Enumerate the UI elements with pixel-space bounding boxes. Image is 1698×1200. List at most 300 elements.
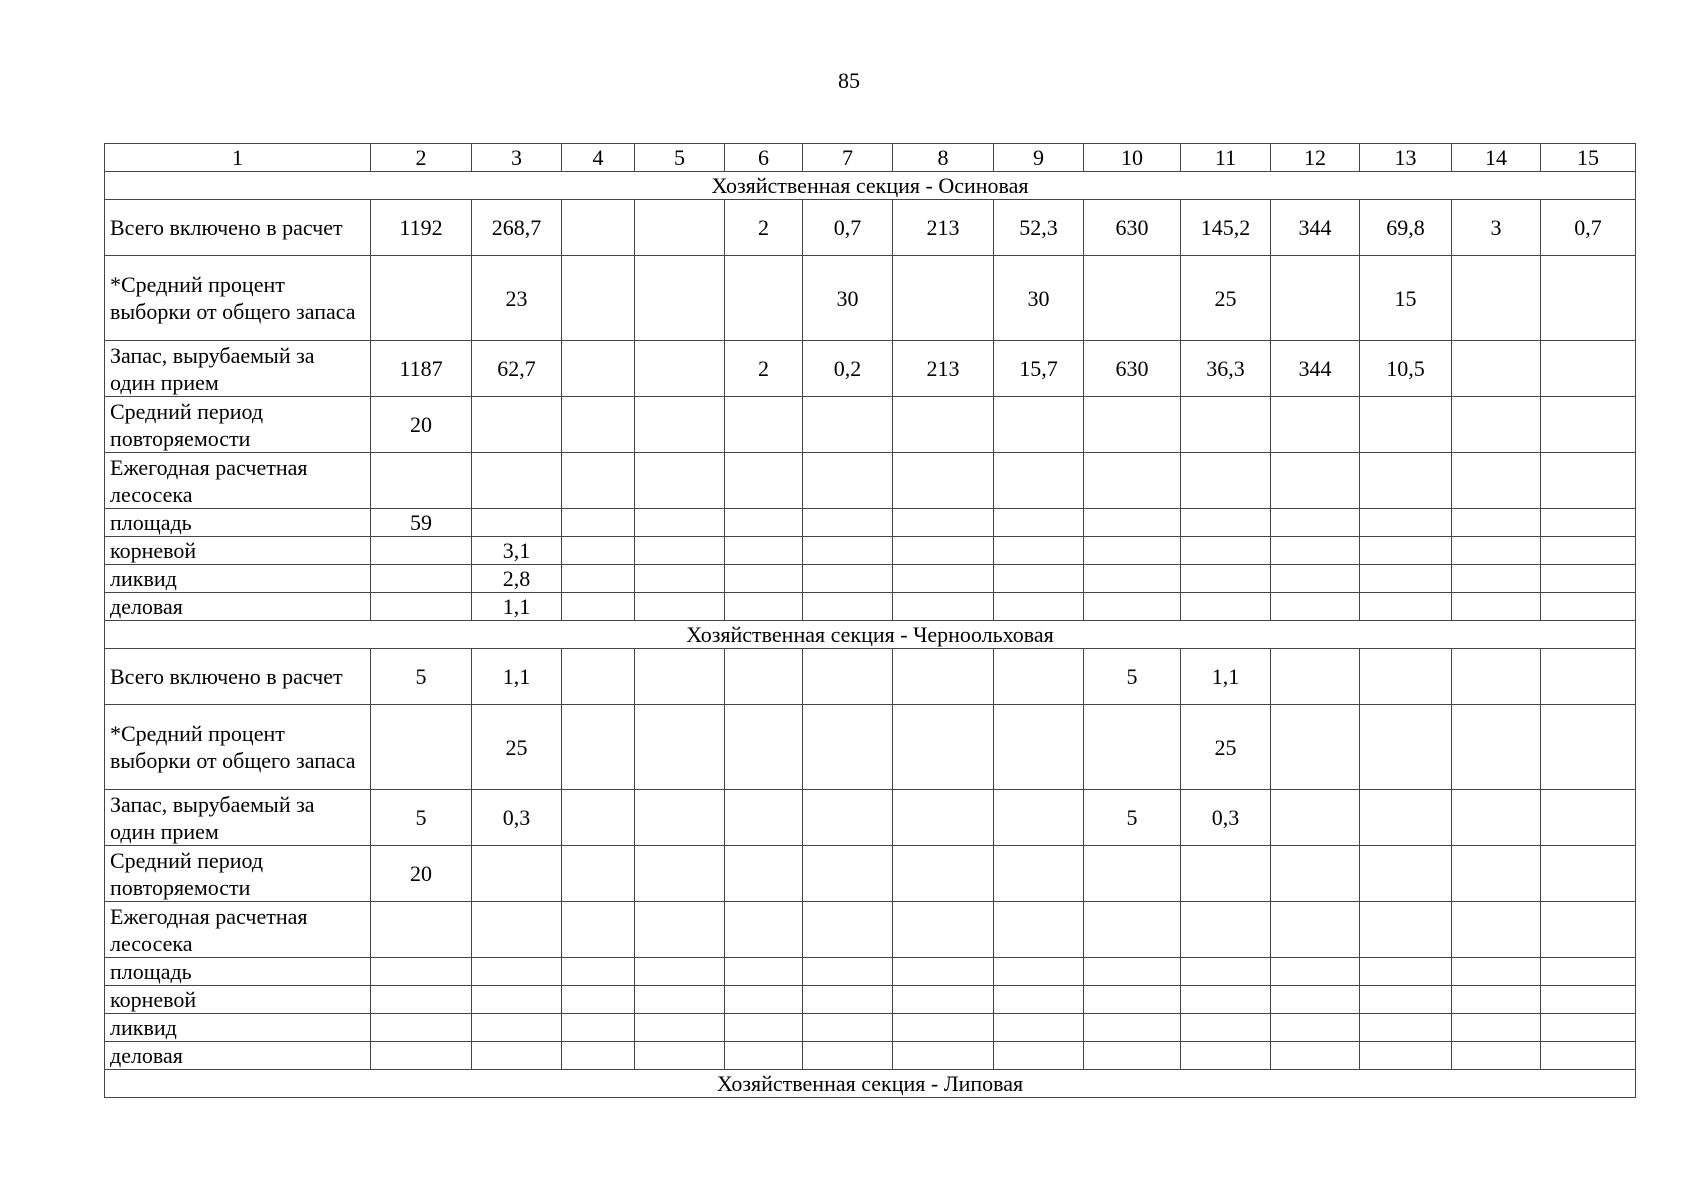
table-cell: [562, 958, 635, 986]
table-cell: [1181, 1014, 1271, 1042]
table-row: [105, 341, 1636, 397]
table-cell: [1360, 986, 1452, 1014]
table-cell: [803, 986, 893, 1014]
table-cell: [472, 846, 562, 902]
table-cell: [725, 986, 803, 1014]
table-cell: [1360, 565, 1452, 593]
table-cell: [1181, 565, 1271, 593]
table-cell: [994, 649, 1084, 705]
table-cell: [562, 200, 635, 256]
table-cell: [1360, 1014, 1452, 1042]
table-row: [105, 790, 1636, 846]
table-cell: [635, 986, 725, 1014]
table-cell: [562, 453, 635, 509]
table-cell: [994, 453, 1084, 509]
table-cell: [562, 846, 635, 902]
table-cell: [1360, 649, 1452, 705]
row-label: Всего включено в расчет: [105, 649, 371, 705]
table-cell: 1,1: [1181, 649, 1271, 705]
table-cell: 59: [371, 509, 472, 537]
table-cell: 3: [1452, 200, 1541, 256]
table-cell: [1541, 846, 1636, 902]
row-label: корневой: [105, 986, 371, 1014]
table-cell: [725, 509, 803, 537]
table-row: [105, 200, 1636, 256]
table-cell: [562, 790, 635, 846]
table-cell: [1452, 565, 1541, 593]
table-cell: [994, 846, 1084, 902]
table-cell: [1360, 537, 1452, 565]
table-cell: [1084, 986, 1181, 1014]
column-header-cell: 7: [803, 144, 893, 172]
table-cell: [1084, 256, 1181, 341]
table-cell: [562, 256, 635, 341]
table-cell: [803, 902, 893, 958]
table-cell: [803, 509, 893, 537]
column-number-header-row: [105, 144, 1636, 172]
table-cell: [1452, 958, 1541, 986]
table-cell: [803, 537, 893, 565]
table-cell: [1360, 958, 1452, 986]
table-cell: 630: [1084, 341, 1181, 397]
table-cell: [1541, 397, 1636, 453]
section-header-row: [105, 1070, 1636, 1098]
table-cell: [1360, 1042, 1452, 1070]
table-cell: [1271, 705, 1360, 790]
table-cell: [1360, 593, 1452, 621]
table-cell: [725, 565, 803, 593]
table-cell: 2: [725, 341, 803, 397]
table-cell: [1452, 1014, 1541, 1042]
table-cell: 0,7: [1541, 200, 1636, 256]
table-cell: 0,3: [1181, 790, 1271, 846]
table-cell: [472, 986, 562, 1014]
table-cell: [635, 1014, 725, 1042]
table-cell: [803, 705, 893, 790]
table-cell: [371, 1014, 472, 1042]
page-number: 85: [838, 68, 860, 93]
table-cell: [994, 397, 1084, 453]
table-cell: 268,7: [472, 200, 562, 256]
column-header-cell: 15: [1541, 144, 1636, 172]
table-cell: [1541, 341, 1636, 397]
table-cell: 20: [371, 397, 472, 453]
table-cell: [994, 537, 1084, 565]
table-cell: [635, 397, 725, 453]
table-cell: [803, 1042, 893, 1070]
table-cell: [1084, 902, 1181, 958]
table-cell: [562, 397, 635, 453]
table-cell: [635, 453, 725, 509]
section-header-row: [105, 172, 1636, 200]
table-cell: [1084, 1014, 1181, 1042]
table-cell: 30: [803, 256, 893, 341]
table-cell: [1084, 537, 1181, 565]
table-cell: [725, 256, 803, 341]
table-cell: [994, 958, 1084, 986]
table-cell: [472, 958, 562, 986]
table-cell: [1541, 902, 1636, 958]
table-cell: [562, 986, 635, 1014]
table-row: [105, 649, 1636, 705]
table-cell: [472, 509, 562, 537]
table-cell: [1181, 1042, 1271, 1070]
table-cell: 630: [1084, 200, 1181, 256]
table-cell: [994, 902, 1084, 958]
table-cell: [1541, 537, 1636, 565]
table-cell: [1452, 1042, 1541, 1070]
table-row: [105, 509, 1636, 537]
table-cell: [1452, 453, 1541, 509]
table-cell: [635, 200, 725, 256]
table-cell: [562, 537, 635, 565]
table-cell: 213: [893, 200, 994, 256]
table-cell: [1271, 256, 1360, 341]
table-cell: [1181, 593, 1271, 621]
table-cell: [1271, 453, 1360, 509]
table-cell: [1452, 537, 1541, 565]
table-cell: [893, 256, 994, 341]
table-cell: [1271, 509, 1360, 537]
table-cell: [1541, 453, 1636, 509]
table-cell: [1084, 705, 1181, 790]
table-cell: [893, 649, 994, 705]
table-cell: [1452, 705, 1541, 790]
table-cell: [893, 846, 994, 902]
table-cell: [1541, 509, 1636, 537]
table-cell: 145,2: [1181, 200, 1271, 256]
table-cell: [562, 705, 635, 790]
table-cell: 25: [1181, 705, 1271, 790]
table-cell: [994, 986, 1084, 1014]
table-cell: [1084, 846, 1181, 902]
table-row: [105, 593, 1636, 621]
table-cell: 2,8: [472, 565, 562, 593]
table-cell: 25: [1181, 256, 1271, 341]
table-cell: [893, 537, 994, 565]
column-header-cell: 4: [562, 144, 635, 172]
table-cell: [994, 593, 1084, 621]
table-cell: [1452, 397, 1541, 453]
table-cell: 213: [893, 341, 994, 397]
table-cell: [635, 565, 725, 593]
section-title: Хозяйственная секция - Липовая: [105, 1070, 1636, 1098]
table-cell: [635, 593, 725, 621]
table-cell: [562, 593, 635, 621]
table-cell: 3,1: [472, 537, 562, 565]
table-cell: [371, 958, 472, 986]
table-cell: [371, 565, 472, 593]
table-cell: [635, 1042, 725, 1070]
table-cell: [994, 1042, 1084, 1070]
row-label: Средний период повторяемости: [105, 846, 371, 902]
table-cell: [1181, 958, 1271, 986]
table-cell: [1271, 537, 1360, 565]
table-cell: [803, 453, 893, 509]
table-cell: [803, 958, 893, 986]
column-header-cell: 10: [1084, 144, 1181, 172]
table-cell: [635, 509, 725, 537]
column-header-cell: 3: [472, 144, 562, 172]
table-cell: [1271, 1042, 1360, 1070]
table-cell: [1084, 453, 1181, 509]
table-cell: 0,2: [803, 341, 893, 397]
table-cell: 2: [725, 200, 803, 256]
table-cell: [1452, 902, 1541, 958]
table-cell: [1360, 846, 1452, 902]
column-header-cell: 8: [893, 144, 994, 172]
table-cell: 5: [371, 649, 472, 705]
table-cell: [472, 1014, 562, 1042]
table-cell: 5: [371, 790, 472, 846]
table-cell: [803, 649, 893, 705]
table-cell: [1084, 509, 1181, 537]
table-cell: [371, 902, 472, 958]
column-header-cell: 9: [994, 144, 1084, 172]
table-cell: [893, 397, 994, 453]
table-cell: [1181, 397, 1271, 453]
row-label: ликвид: [105, 565, 371, 593]
table-cell: [725, 790, 803, 846]
row-label: Ежегодная расчетная лесосека: [105, 902, 371, 958]
table-cell: 0,3: [472, 790, 562, 846]
table-cell: 10,5: [1360, 341, 1452, 397]
table-cell: [1541, 256, 1636, 341]
table-row: [105, 986, 1636, 1014]
table-cell: [803, 565, 893, 593]
table-cell: [562, 565, 635, 593]
table-cell: [803, 397, 893, 453]
table-cell: [1452, 256, 1541, 341]
table-cell: [371, 256, 472, 341]
table-cell: [893, 1042, 994, 1070]
allowable-cut-table: [104, 143, 1636, 1098]
table-cell: [1360, 790, 1452, 846]
column-header-cell: 11: [1181, 144, 1271, 172]
table-cell: 5: [1084, 790, 1181, 846]
table-cell: [994, 565, 1084, 593]
table-row: [105, 846, 1636, 902]
table-cell: 20: [371, 846, 472, 902]
table-cell: [1360, 902, 1452, 958]
table-cell: 344: [1271, 200, 1360, 256]
table-cell: [1271, 593, 1360, 621]
table-cell: [893, 453, 994, 509]
table-cell: [994, 1014, 1084, 1042]
table-cell: [562, 509, 635, 537]
table-cell: 5: [1084, 649, 1181, 705]
table-cell: 25: [472, 705, 562, 790]
table-cell: [1360, 453, 1452, 509]
table-cell: 52,3: [994, 200, 1084, 256]
table-cell: 15: [1360, 256, 1452, 341]
table-cell: [635, 958, 725, 986]
table-cell: [1541, 705, 1636, 790]
table-cell: [1452, 593, 1541, 621]
table-cell: [635, 537, 725, 565]
table-row: [105, 705, 1636, 790]
table-cell: 0,7: [803, 200, 893, 256]
row-label: Всего включено в расчет: [105, 200, 371, 256]
row-label: ликвид: [105, 1014, 371, 1042]
table-cell: [803, 790, 893, 846]
row-label: *Средний процент выборки от общего запаса: [105, 256, 371, 341]
table-cell: [562, 341, 635, 397]
table-cell: [1452, 846, 1541, 902]
table-cell: [1271, 1014, 1360, 1042]
table-cell: [371, 537, 472, 565]
table-cell: [994, 509, 1084, 537]
table-cell: [893, 509, 994, 537]
table-cell: [1181, 902, 1271, 958]
table-cell: [1541, 649, 1636, 705]
table-cell: [725, 1014, 803, 1042]
table-cell: [1181, 509, 1271, 537]
table-cell: [472, 1042, 562, 1070]
table-cell: [371, 986, 472, 1014]
table-cell: 1192: [371, 200, 472, 256]
table-cell: [803, 593, 893, 621]
table-cell: [1452, 649, 1541, 705]
row-label: корневой: [105, 537, 371, 565]
column-header-cell: 12: [1271, 144, 1360, 172]
table-cell: [725, 593, 803, 621]
table-row: [105, 453, 1636, 509]
table-cell: [893, 958, 994, 986]
row-label: площадь: [105, 509, 371, 537]
table-cell: [725, 649, 803, 705]
table-cell: [1181, 846, 1271, 902]
table-cell: [562, 1014, 635, 1042]
table-cell: [725, 397, 803, 453]
table-cell: 1187: [371, 341, 472, 397]
table-cell: [1360, 397, 1452, 453]
table-cell: [1271, 790, 1360, 846]
table-cell: [1181, 986, 1271, 1014]
table-cell: [1084, 593, 1181, 621]
table-cell: [803, 1014, 893, 1042]
table-cell: [893, 1014, 994, 1042]
table-cell: [1271, 397, 1360, 453]
table-cell: [994, 705, 1084, 790]
section-title: Хозяйственная секция - Осиновая: [105, 172, 1636, 200]
table-cell: [1271, 649, 1360, 705]
table-cell: [1541, 593, 1636, 621]
table-row: [105, 1042, 1636, 1070]
table-cell: 15,7: [994, 341, 1084, 397]
table-cell: [1541, 790, 1636, 846]
row-label: деловая: [105, 593, 371, 621]
table-cell: [1271, 986, 1360, 1014]
row-label: Запас, вырубаемый за один прием: [105, 341, 371, 397]
table-cell: [725, 453, 803, 509]
table-cell: [1452, 986, 1541, 1014]
row-label: Средний период повторяемости: [105, 397, 371, 453]
table-cell: [725, 1042, 803, 1070]
section-title: Хозяйственная секция - Черноольховая: [105, 621, 1636, 649]
table-cell: [371, 1042, 472, 1070]
column-header-cell: 13: [1360, 144, 1452, 172]
section-header-row: [105, 621, 1636, 649]
row-label: Запас, вырубаемый за один прием: [105, 790, 371, 846]
table-cell: [1271, 565, 1360, 593]
table-cell: [725, 902, 803, 958]
row-label: площадь: [105, 958, 371, 986]
table-cell: [893, 565, 994, 593]
table-cell: [1452, 509, 1541, 537]
table-cell: [1084, 397, 1181, 453]
table-cell: 62,7: [472, 341, 562, 397]
table-cell: [994, 790, 1084, 846]
table-cell: [725, 705, 803, 790]
table-cell: [1360, 509, 1452, 537]
table-cell: [1271, 902, 1360, 958]
table-cell: [635, 341, 725, 397]
column-header-cell: 1: [105, 144, 371, 172]
table-cell: [472, 397, 562, 453]
table-cell: [1541, 565, 1636, 593]
table-cell: 344: [1271, 341, 1360, 397]
table-cell: [893, 790, 994, 846]
table-cell: 1,1: [472, 593, 562, 621]
table-cell: 36,3: [1181, 341, 1271, 397]
row-label: деловая: [105, 1042, 371, 1070]
table-cell: [1541, 986, 1636, 1014]
table-cell: [725, 958, 803, 986]
table-cell: 30: [994, 256, 1084, 341]
table-cell: [635, 256, 725, 341]
table-row: [105, 256, 1636, 341]
table-cell: [1271, 958, 1360, 986]
column-header-cell: 5: [635, 144, 725, 172]
table-cell: [562, 649, 635, 705]
table-cell: [1541, 1014, 1636, 1042]
table-cell: [893, 902, 994, 958]
table-row: [105, 565, 1636, 593]
table-cell: [635, 902, 725, 958]
table-cell: [1084, 1042, 1181, 1070]
table-cell: [1271, 846, 1360, 902]
table-cell: 23: [472, 256, 562, 341]
table-cell: [725, 846, 803, 902]
table-cell: [893, 705, 994, 790]
table-cell: [472, 453, 562, 509]
table-cell: [1452, 341, 1541, 397]
table-cell: [635, 649, 725, 705]
table-cell: [472, 902, 562, 958]
table-cell: [635, 705, 725, 790]
table-cell: [893, 593, 994, 621]
table-cell: [803, 846, 893, 902]
table-row: [105, 958, 1636, 986]
table-cell: [371, 453, 472, 509]
table-cell: 69,8: [1360, 200, 1452, 256]
table-cell: [1541, 1042, 1636, 1070]
table-cell: [635, 790, 725, 846]
table-cell: [893, 986, 994, 1014]
row-label: Ежегодная расчетная лесосека: [105, 453, 371, 509]
row-label: *Средний процент выборки от общего запаса: [105, 705, 371, 790]
table-cell: [1181, 537, 1271, 565]
table-cell: 1,1: [472, 649, 562, 705]
table-cell: [635, 846, 725, 902]
table-row: [105, 397, 1636, 453]
table-row: [105, 902, 1636, 958]
table-row: [105, 1014, 1636, 1042]
table-cell: [1084, 565, 1181, 593]
table-cell: [1360, 705, 1452, 790]
table-cell: [1181, 453, 1271, 509]
